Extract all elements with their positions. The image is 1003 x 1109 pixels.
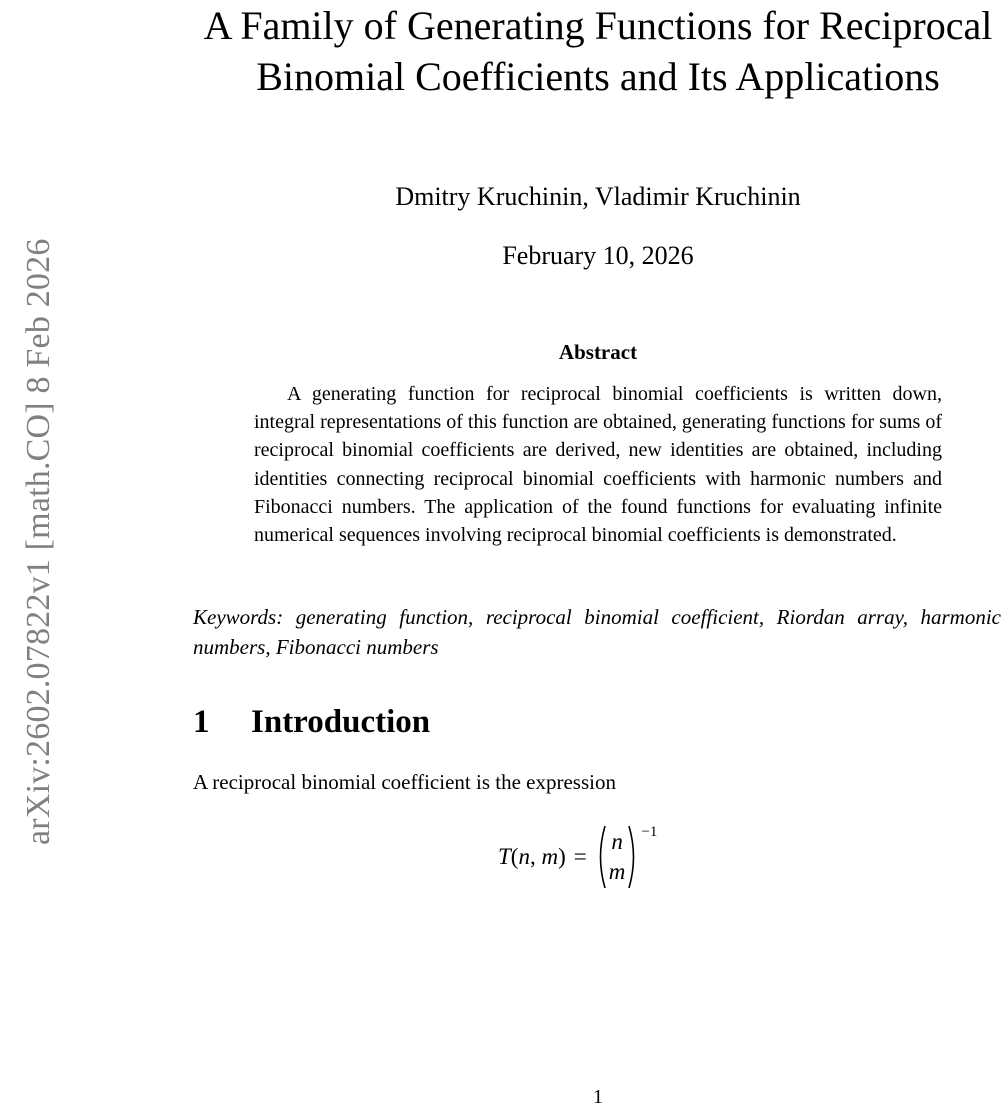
abstract-heading: Abstract: [558, 340, 638, 364]
paper-authors: Dmitry Kruchinin, Vladimir Kruchinin: [395, 182, 801, 211]
paper-date: February 10, 2026: [502, 241, 694, 270]
arxiv-identifier-stamp: arXiv:2602.07822v1 [math.CO] 8 Feb 2026: [20, 238, 57, 845]
arg-n: n: [518, 844, 530, 869]
binomial-coefficient: [595, 824, 658, 890]
equation-lhs: [498, 844, 566, 870]
paper-title: A Family of Generating Functions for Reciprocal Binomial Coefficients and Its Applications: [203, 3, 993, 99]
section-heading: [193, 704, 430, 741]
arg-comma: ,: [529, 844, 542, 869]
section-title: Introduction: [251, 704, 431, 740]
binomial-bottom: m: [608, 859, 626, 884]
function-symbol: T: [498, 844, 511, 869]
abstract-text: A generating function for reciprocal binomial coefficients is written down, integral representations of this function are obtained, generating functions for sums of reciprocal binomial coefficients are derived, new identities are obtained, including identities connecting reciprocal binomial coefficients with harmonic numbers and Fibonacci numbers. The application of the found functions for evaluating infinite numerical sequences involving reciprocal binomial coefficients is demonstrated.: [254, 383, 942, 547]
arg-m: m: [541, 844, 559, 869]
right-paren-shape: [627, 824, 639, 890]
close-paren: ): [558, 844, 566, 869]
binomial-stack: [607, 827, 628, 887]
page-number: 1: [593, 1086, 603, 1108]
section-number: 1: [193, 704, 210, 740]
reciprocal-binomial-equation: [498, 822, 657, 892]
left-paren-shape: [595, 824, 607, 890]
exponent: −1: [641, 824, 658, 840]
intro-paragraph: A reciprocal binomial coefficient is the expression: [193, 770, 616, 794]
binomial-top: n: [611, 829, 623, 854]
keywords: Keywords: generating function, reciprocal binomial coefficient, Riordan array, harmonic numbers, Fibonacci numbers: [193, 605, 1001, 659]
equals-sign: =: [573, 844, 587, 869]
open-paren: (: [510, 844, 519, 869]
